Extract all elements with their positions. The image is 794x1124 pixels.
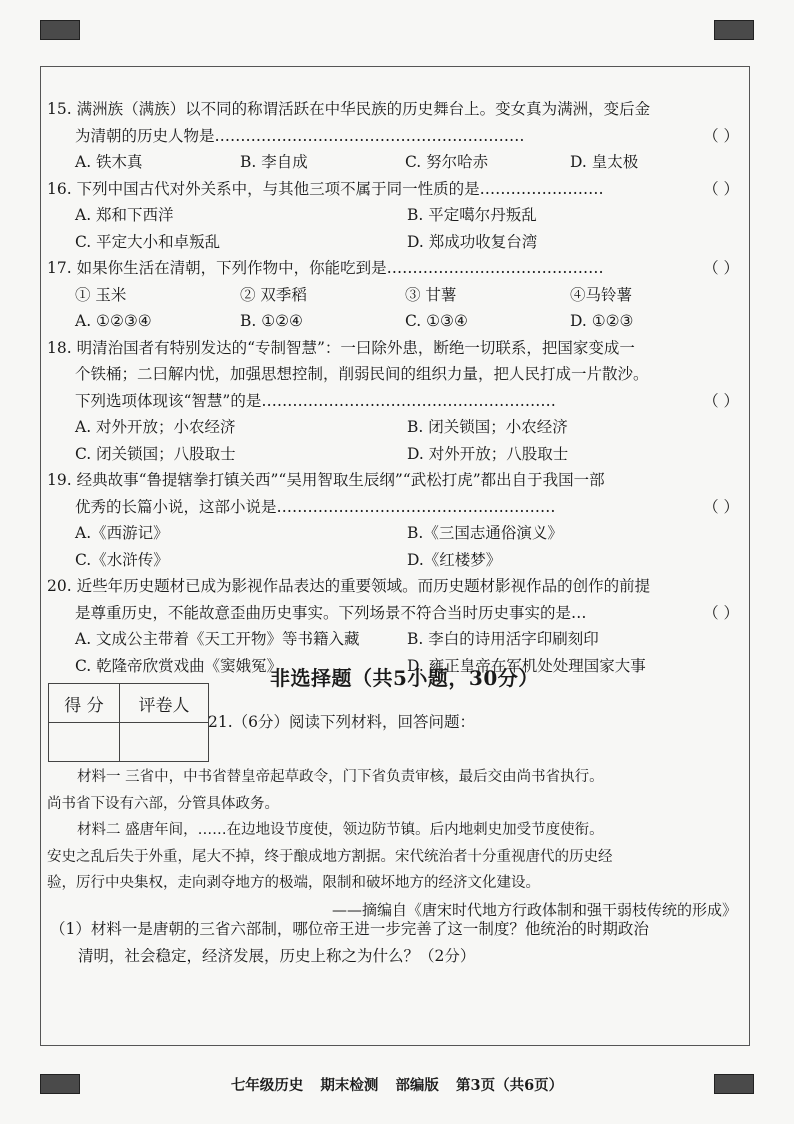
item-1: ① 玉米 [75, 285, 127, 304]
registration-mark-top-right [714, 20, 754, 40]
registration-mark-top-left [40, 20, 80, 40]
question-text: 18. 明清治国者有特别发达的“专制智慧”：一曰除外患，断绝一切联系，把国家变成一 [47, 338, 635, 357]
option-d[interactable]: D. 雍正皇帝在军机处处理国家大事 [407, 656, 646, 675]
options [47, 149, 747, 176]
item-4: ④马铃薯 [570, 285, 633, 304]
footer-exam: 期末检测 [320, 1077, 379, 1094]
question-19 [47, 467, 747, 573]
option-c[interactable]: C. 乾隆帝欣赏戏曲《窦娥冤》 [75, 656, 283, 675]
option-c[interactable]: C. 平定大小和卓叛乱 [75, 232, 221, 251]
sub-question-1 [50, 916, 750, 969]
option-a[interactable]: A. ①②③④ [75, 312, 152, 330]
question-18 [47, 335, 747, 468]
option-a[interactable]: A. 铁木真 [75, 153, 143, 171]
answer-paren[interactable]: （ ） [703, 603, 739, 622]
option-c[interactable]: C.《水浒传》 [75, 550, 169, 569]
option-a[interactable]: A. 对外开放；小农经济 [75, 418, 236, 436]
grader-cell[interactable] [120, 723, 209, 762]
footer-page: 第3页（共6页） [456, 1077, 564, 1094]
footer-edition: 部编版 [395, 1077, 439, 1094]
question-text: 15. 满洲族（满族）以不同的称谓活跃在中华民族的历史舞台上。变女真为满洲，变后金 [47, 100, 651, 118]
option-d[interactable]: D. ①②③ [570, 312, 634, 330]
option-d[interactable]: D. 郑成功收复台湾 [407, 232, 538, 251]
option-b[interactable]: B. 平定噶尔丹叛乱 [407, 206, 537, 224]
question-17 [47, 255, 747, 335]
question-21-intro: 21.（6分）阅读下列材料，回答问题： [208, 713, 476, 731]
question-text: 16. 下列中国古代对外关系中，与其他三项不属于同一性质的是…………………… [47, 179, 604, 198]
option-d[interactable]: D. 皇太极 [570, 153, 639, 171]
item-2: ② 双季稻 [240, 285, 307, 304]
option-d[interactable]: D. 对外开放；八股取士 [407, 444, 569, 463]
option-d[interactable]: D.《红楼梦》 [407, 550, 502, 569]
page-footer [0, 1074, 794, 1095]
sub-question-line-1: （1）材料一是唐朝的三省六部制，哪位帝王进一步完善了这一制度？他统治的时期政治 [50, 920, 649, 938]
question-text: 19. 经典故事“鲁提辖拳打镇关西”“吴用智取生辰纲”“武松打虎”都出自于我国一部 [47, 471, 605, 489]
option-c[interactable]: C. 努尔哈赤 [405, 153, 489, 171]
grader-label: 评卷人 [120, 684, 209, 723]
option-b[interactable]: B. 李白的诗用活字印刷刻印 [407, 630, 599, 648]
sub-question-line-2: 清明，社会稳定，经济发展，历史上称之为什么？（2分） [78, 946, 476, 965]
material-2-line-2: 安史之乱后失于外重，尾大不掉，终于酿成地方割据。宋代统治者十分重视唐代的历史经 [47, 848, 613, 865]
score-cell[interactable] [49, 723, 120, 762]
question-text: 为清朝的历史人物是…………………………………………………… [75, 126, 525, 145]
footer-grade: 七年级历史 [230, 1077, 304, 1094]
item-3: ③ 甘薯 [405, 285, 457, 304]
option-a[interactable]: A. 郑和下西洋 [75, 206, 174, 224]
question-text: 17. 如果你生活在清朝，下列作物中，你能吃到是…………………………………… [47, 259, 604, 277]
option-b[interactable]: B. 李自成 [240, 153, 308, 171]
material-1-line-1: 材料一 三省中，中书省替皇帝起草政令，门下省负责审核，最后交由尚书省执行。 [77, 769, 604, 785]
option-b[interactable]: B.《三国志通俗演义》 [407, 524, 563, 542]
option-b[interactable]: B. ①②④ [240, 312, 303, 330]
question-text: 优秀的长篇小说，这部小说是……………………………………………… [75, 497, 556, 516]
option-c[interactable]: C. 闭关锁国；八股取士 [75, 444, 236, 463]
material-2-line-3: 验，厉行中央集权，走向剥夺地方的极端，限制和破坏地方的经济文化建设。 [47, 875, 540, 891]
score-box [48, 683, 209, 762]
score-label: 得 分 [49, 684, 120, 723]
option-b[interactable]: B. 闭关锁国；小农经济 [407, 418, 568, 436]
reading-material [47, 764, 747, 923]
question-text: 20. 近些年历史题材已成为影视作品表达的重要领域。而历史题材影视作品的创作的前提 [47, 577, 651, 595]
question-16 [47, 176, 747, 256]
material-1-line-2: 尚书省下设有六部，分管具体政务。 [47, 795, 279, 812]
section-title: 非选择题（共5小题，30分） [270, 666, 539, 690]
crop-items [47, 282, 747, 309]
answer-paren[interactable]: （ ） [703, 497, 739, 516]
question-text: 下列选项体现该“智慧”的是………………………………………………… [75, 391, 556, 410]
question-15 [47, 96, 747, 176]
answer-paren[interactable]: （ ） [703, 126, 739, 145]
question-text: 个铁桶；二曰解内忧，加强思想控制，削弱民间的组织力量，把人民打成一片散沙。 [75, 365, 649, 383]
answer-paren[interactable]: （ ） [703, 259, 739, 277]
answer-paren[interactable]: （ ） [703, 179, 739, 198]
option-a[interactable]: A.《西游记》 [75, 524, 169, 542]
choice-questions [47, 96, 747, 679]
answer-paren[interactable]: （ ） [703, 391, 739, 410]
material-2-line-1: 材料二 盛唐年间，……在边地设节度使，领边防节镇。后内地刺史加受节度使衔。 [77, 822, 604, 838]
option-c[interactable]: C. ①③④ [405, 312, 468, 330]
question-text: 是尊重历史，不能故意歪曲历史事实。下列场景不符合当时历史事实的是… [75, 603, 587, 622]
material-source: ——摘编自《唐宋时代地方行政体制和强干弱枝传统的形成》 [331, 900, 737, 919]
option-a[interactable]: A. 文成公主带着《天工开物》等书籍入藏 [75, 630, 360, 648]
